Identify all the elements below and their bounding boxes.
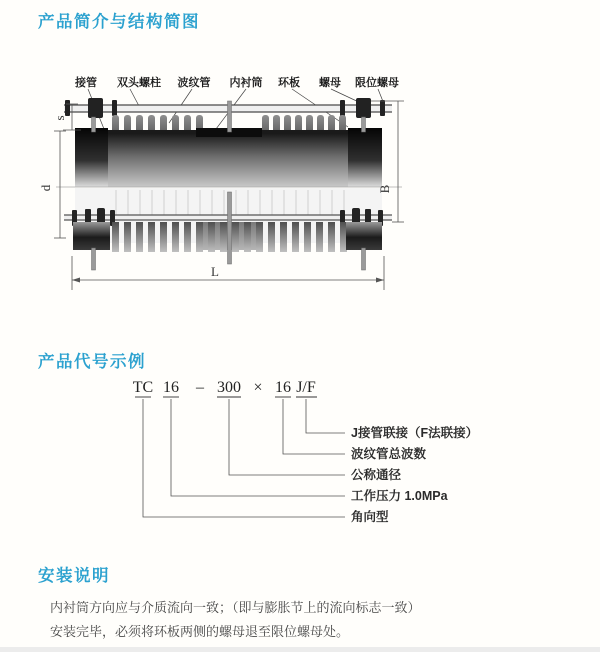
part-label-ring-plate: 环板	[278, 77, 300, 89]
code-callout-lines	[143, 399, 345, 517]
code-segment-type: TC	[132, 379, 154, 396]
dim-label-B: B	[377, 184, 392, 194]
callout-type: 角向型	[351, 510, 389, 524]
part-label-nut: 螺母	[319, 77, 341, 89]
dim-label-s: s	[52, 115, 67, 121]
section-title-intro: 产品简介与结构简图	[38, 13, 200, 31]
callout-pressure: 工作压力 1.0MPa	[351, 489, 448, 503]
dimension-d	[38, 131, 66, 238]
code-callout-labels	[351, 425, 478, 524]
code-segment-times: ×	[253, 379, 263, 396]
callout-diameter: 公称通径	[351, 468, 402, 482]
installation-instructions	[50, 596, 570, 644]
installation-line-2: 安装完毕，必须将环板两侧的螺母退至限位螺母处。	[50, 624, 350, 639]
part-label-liner: 内衬筒	[229, 77, 263, 89]
code-segments	[133, 379, 316, 396]
code-segment-diameter: 300	[217, 379, 241, 396]
structure-diagram	[0, 60, 600, 310]
callout-connection: J接管联接（F法联接）	[351, 426, 479, 440]
section-title-code: 产品代号示例	[38, 353, 146, 371]
part-label-stud: 双头螺柱	[117, 77, 161, 89]
installation-line-1: 内衬筒方向应与介质流向一致；（即与膨胀节上的流向标志一致）	[50, 600, 421, 615]
callout-waves: 波纹管总波数	[351, 447, 427, 461]
section-title-install: 安装说明	[38, 567, 110, 585]
product-code-diagram	[0, 375, 600, 545]
code-segment-pressure: 16	[163, 379, 179, 396]
code-segment-waves: 16	[275, 379, 291, 396]
part-label-pipe-end: 接管	[75, 77, 97, 89]
part-label-limit-nut: 限位螺母	[355, 77, 399, 89]
code-segment-dash: –	[196, 379, 204, 396]
part-labels	[74, 75, 399, 89]
dim-label-d: d	[38, 184, 53, 192]
dim-label-L: L	[211, 264, 219, 279]
code-segment-connection: J/F	[296, 379, 316, 396]
part-label-bellows: 波纹管	[177, 77, 211, 89]
joint-body-top	[75, 128, 382, 187]
page-bottom-edge	[0, 647, 600, 652]
